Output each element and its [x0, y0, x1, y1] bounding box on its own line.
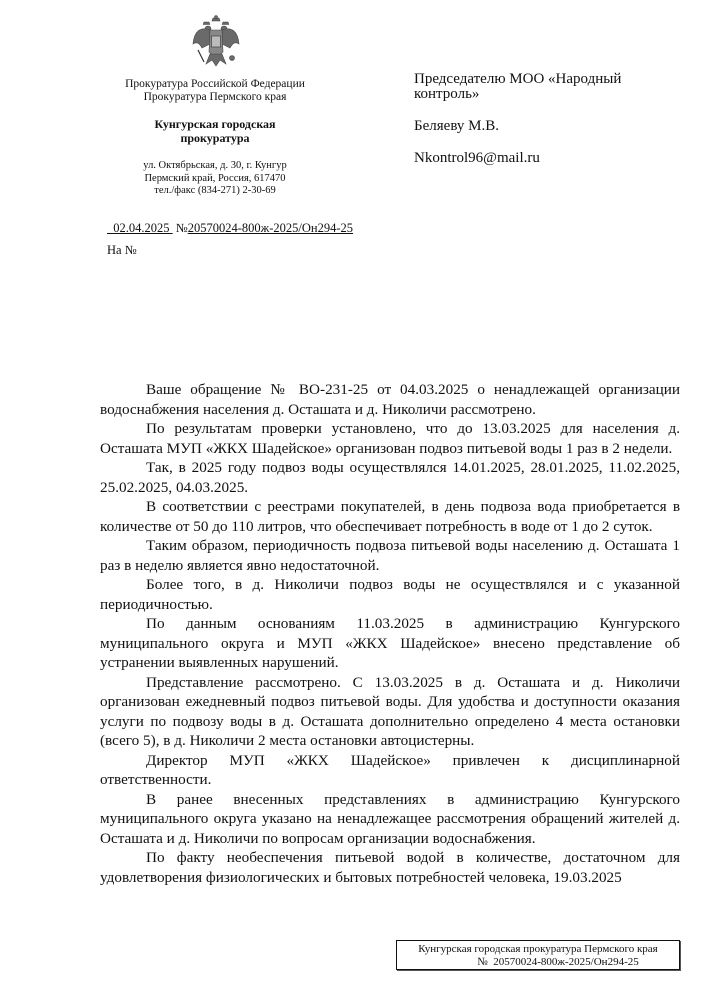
address-phone: тел./факс (834-271) 2-30-69: [154, 185, 276, 196]
paragraph: Таким образом, периодичность подвоза питьевой воды населению д. Осташата 1 раз в неделю является явно недостаточной.: [100, 537, 680, 574]
document-date: 02.04.2025: [113, 221, 170, 235]
paragraph: Директор МУП «ЖКХ Шадейское» привлечен к дисциплинарной ответственности.: [100, 751, 680, 788]
paragraph: Так, в 2025 году подвоз воды осуществлялся 14.01.2025, 28.01.2025, 11.02.2025, 25.02.2025, 04.03.2025.: [100, 459, 680, 496]
paragraph: В соответствии с реестрами покупателей, в день подвоза вода приобретается в количестве от 50 до 110 литров, что обеспечивает потребность в воде от 1 до 2 суток.: [100, 498, 680, 535]
addressee-email: Nkontrol96@mail.ru: [414, 150, 540, 166]
registration-line: [107, 221, 353, 236]
sender-office: [100, 117, 330, 145]
registration-stamp: [396, 940, 680, 970]
org-line-region: Прокуратура Пермского края: [143, 91, 287, 103]
stamp-number: 20570024-800ж-2025/Он294-25: [493, 956, 639, 968]
office-line-2: прокуратура: [180, 131, 250, 145]
stamp-number-line: [397, 956, 679, 969]
paragraph: Представление рассмотрено. С 13.03.2025 в д. Осташата и д. Николичи организован ежедневный подвоз питьевой воды. Для удобства и доступности оказания услуги по подвозу воды в д. Осташата дополнительно определено 4 места остановки (всего 5), в д. Николичи 2 места остановки автоцистерны.: [100, 673, 680, 749]
org-line-federation: Прокуратура Российской Федерации: [125, 78, 305, 90]
russian-coat-of-arms-icon: [188, 14, 244, 70]
office-line-1: Кунгурская городская: [154, 117, 276, 131]
sender-address: [100, 160, 330, 198]
letter-body: [100, 380, 680, 887]
addressee-position: Председателю МОО «Народный контроль»: [414, 71, 622, 102]
paragraph: В ранее внесенных представлениях в администрацию Кунгурского муниципального округа указано на ненадлежащее рассмотрения обращений жителей д. Осташата и д. Николичи по вопросам организации водоснабжения.: [100, 790, 680, 847]
stamp-office: Кунгурская городская прокуратура Пермского края: [418, 943, 658, 955]
address-street: ул. Октябрьская, д. 30, г. Кунгур: [143, 160, 287, 171]
paragraph: Ваше обращение № ВО-231-25 от 04.03.2025 о ненадлежащей организации водоснабжения населения д. Осташата и д. Николичи рассмотрено.: [100, 381, 680, 418]
paragraph: По факту необеспечения питьевой водой в количестве, достаточном для удовлетворения физиологических и бытовых потребностей человека, 19.03.2025: [100, 849, 680, 886]
reply-to-number: На №: [107, 243, 137, 257]
addressee-block: [414, 72, 684, 183]
number-label: №: [175, 221, 188, 235]
paragraph: По результатам проверки установлено, что до 13.03.2025 для населения д. Осташата МУП «ЖКХ Шадейское» организован подвоз питьевой воды 1 раз в 2 недели.: [100, 420, 680, 457]
sender-organization: [100, 78, 330, 104]
address-region: Пермский край, Россия, 617470: [144, 172, 286, 184]
addressee-name: Беляеву М.В.: [414, 118, 499, 134]
stamp-number-label: №: [477, 956, 488, 968]
paragraph: По данным основаниям 11.03.2025 в администрацию Кунгурского муниципального округа и МУП «ЖКХ Шадейское» внесено представление об устранении выявленных нарушений.: [100, 615, 680, 671]
document-number: 20570024-800ж-2025/Он294-25: [187, 221, 354, 235]
paragraph: Более того, в д. Николичи подвоз воды не осуществлялся и с указанной периодичностью.: [100, 576, 680, 613]
